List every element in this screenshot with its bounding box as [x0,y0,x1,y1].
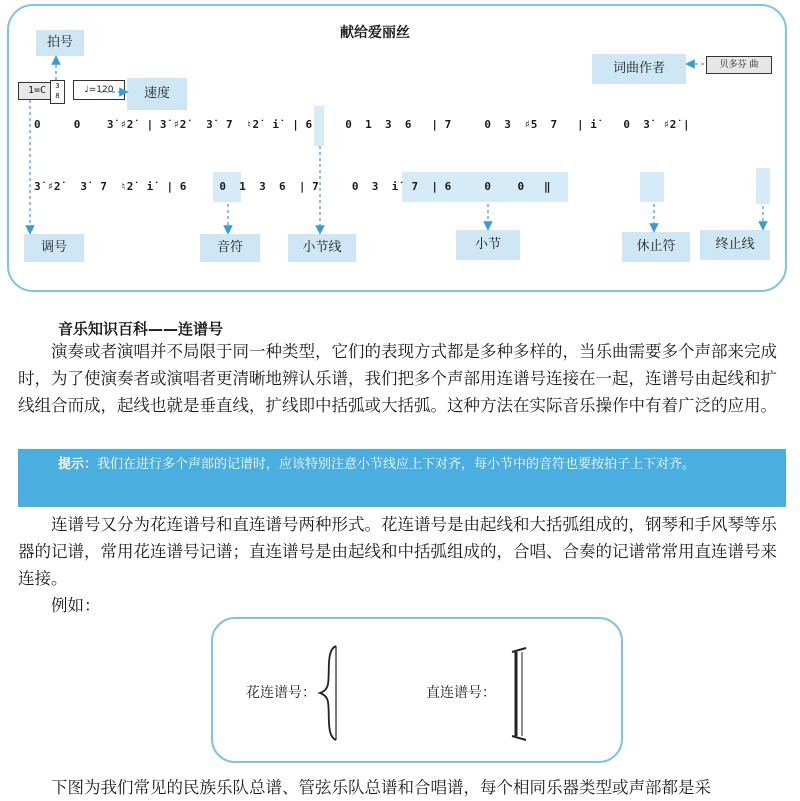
score-row-2: 3̇ ♯2̇ 3̇ 7 ♮2̇ i̇ | 6 0 1 3 6 | 7 0 3 i̇ 7 | 6 0 0 ‖ [34,180,551,193]
paragraph-example-intro: 例如： [51,596,101,615]
rest-callout: 休止符 [622,232,690,262]
tip-text: 我们在进行多个声部的记谱时，应该特别注意小节线应上下对齐，每小节中的音符也要按拍子上下对齐。 [97,457,696,472]
tip-label: 提示： [58,457,98,472]
composer-name: 贝多芬 曲 [706,56,772,74]
measure-callout: 小节 [456,230,520,260]
section-heading: 音乐知识百科——连谱号 [58,320,224,338]
beat-callout: 拍号 [36,30,84,56]
barline-callout: 小节线 [288,234,356,262]
composer-callout: 词曲作者 [592,54,686,84]
score-row-1: 0 0 3̇ ♯2̇ | 3̇ ♯2̇ 3̇ 7 ♮2̇ i̇ | 6 0 1 3 6 | 7 0 3 ♯5 7 | i̇ 0 3̇ ♯2̇ | [34,118,690,131]
paragraph-closing: 下图为我们常见的民族乐队总谱、管弦乐队总谱和合唱谱，每个相同乐器类型或声部都是采 [51,778,711,797]
curly-brace-icon [320,646,336,740]
note-callout: 音符 [200,234,260,262]
time-signature-top: 3 [55,82,60,90]
tempo-callout: 速度 [127,78,187,110]
bracket-label: 直连谱号： [426,685,496,701]
song-title: 献给爱丽丝 [340,25,410,41]
key-callout: 调号 [24,234,84,262]
time-signature-bottom: 8 [55,92,60,100]
tempo-marking: ♩=120 [73,80,125,100]
square-bracket-icon [512,648,526,740]
brace-label: 花连谱号： [246,685,316,701]
final-barline-callout: 终止线 [700,230,770,260]
paragraph-intro: 演奏或者演唱并不局限于同一种类型，它们的表现方式都是多种多样的，当乐曲需要多个声部来完成时，为了使演奏者或演唱者更清晰地辨认乐谱，我们把多个声部用连谱号连接在一起，连谱号由起线和扩线组合而成，起线也就是垂直线，扩线即中括弧或大括弧。这种方法在实际音乐操作中有着广泛的应用。 [18,342,777,415]
key-signature: 1=C [18,82,56,100]
paragraph-types: 连谱号又分为花连谱号和直连谱号两种形式。花连谱号是由起线和大括弧组成的，钢琴和手风琴等乐器的记谱，常用花连谱号记谱；直连谱号是由起线和中括弧组成的，合唱、合奏的记谱常常用直连谱号来连接。 [18,515,777,588]
